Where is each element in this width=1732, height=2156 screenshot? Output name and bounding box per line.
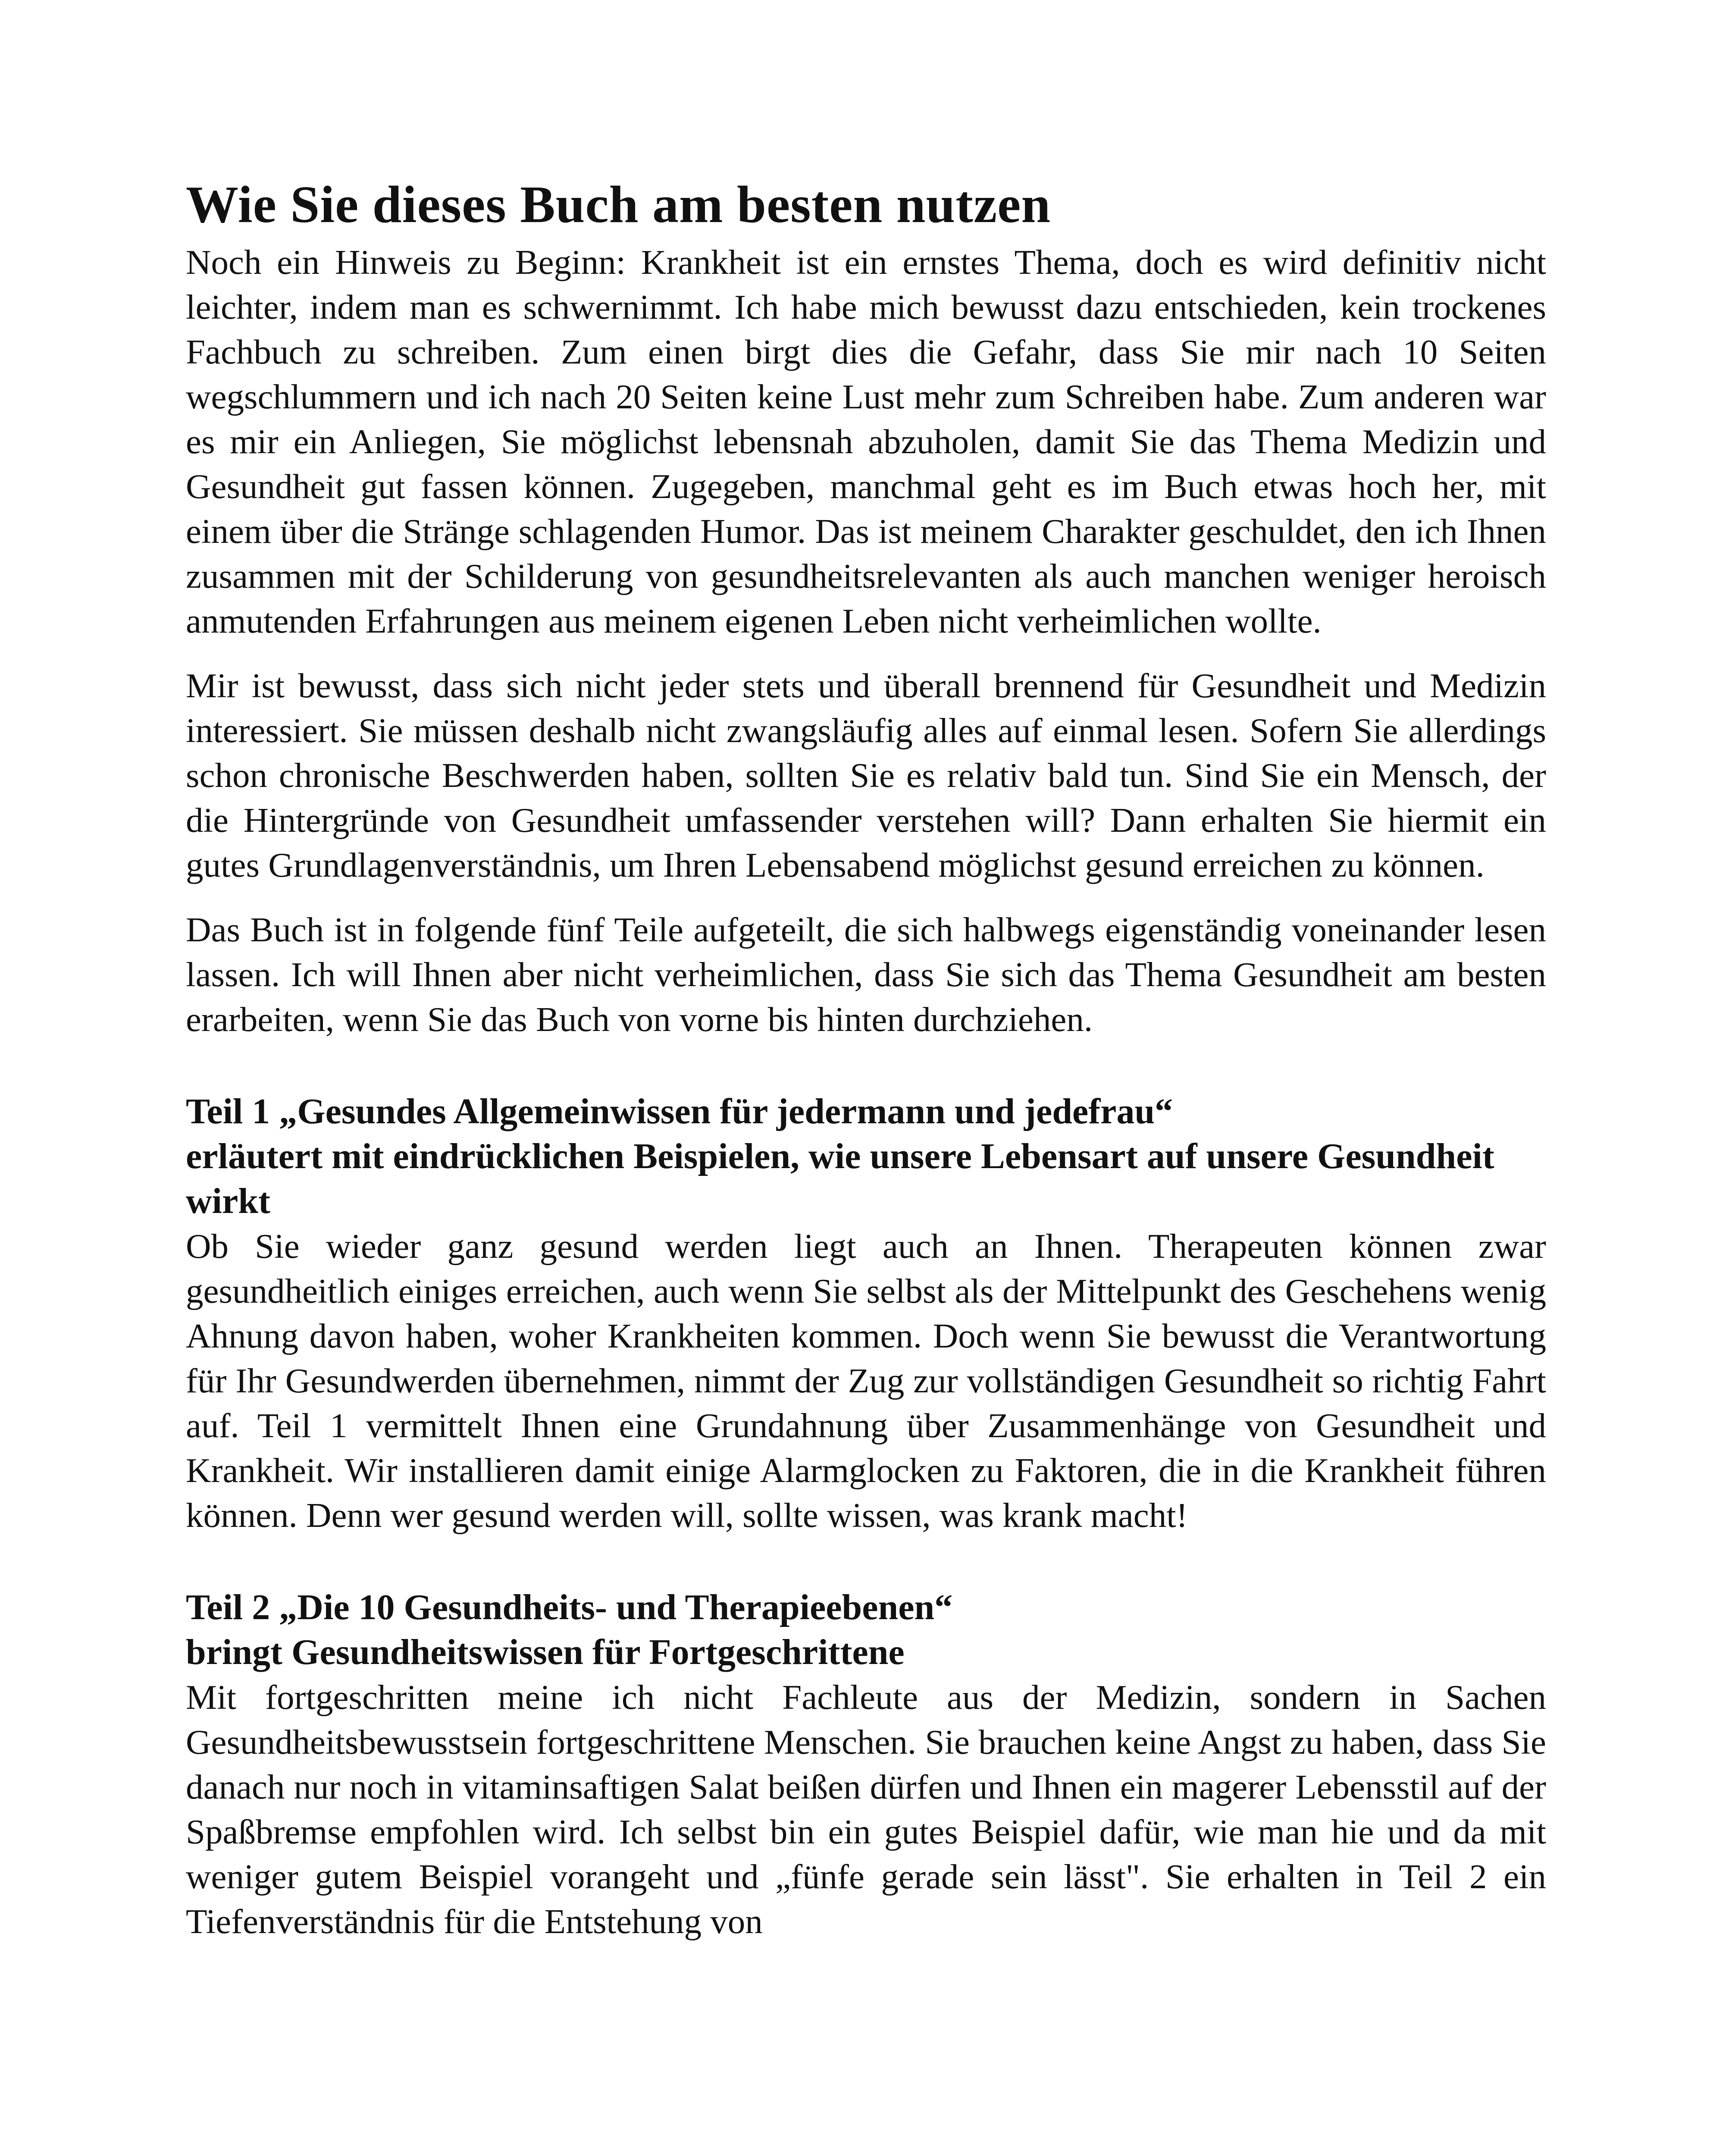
intro-paragraph-1: Noch ein Hinweis zu Beginn: Krankheit ist ein ernstes Thema, doch es wird definitiv nicht leichter, indem man es schwernimmt. Ich habe mich bewusst dazu entschieden, kein trockenes Fachbuch zu schreiben. Zum einen birgt dies die Gefahr, dass Sie mir nach 10 Seiten wegschlummern und ich nach 20 Seiten keine Lust mehr zum Schreiben habe. Zum anderen war es mir ein Anliegen, Sie möglichst lebensnah abzuholen, damit Sie das Thema Medizin und Gesundheit gut fassen können. Zugegeben, manchmal geht es im Buch etwas hoch her, mit einem über die Stränge schlagenden Humor. Das ist meinem Charakter geschuldet, den ich Ihnen zusammen mit der Schilderung von gesundheitsrelevanten als auch manchen weniger heroisch anmutenden Erfahrungen aus meinem eigenen Leben nicht verheimlichen wollte. (186, 243, 1546, 640)
section-heading-line-2: erläutert mit eindrücklichen Beispielen, wie unsere Lebensart auf unsere Gesundheit wirkt (186, 1136, 1494, 1221)
section-teil-1 (186, 1089, 1546, 1538)
intro-paragraph-3: Das Buch ist in folgende fünf Teile aufgeteilt, die sich halbwegs eigenständig voneinander lesen lassen. Ich will Ihnen aber nicht verheimlichen, dass Sie sich das Thema Gesundheit am besten erarbeiten, wenn Sie das Buch von vorne bis hinten durchziehen. (186, 910, 1546, 1039)
section-heading-line-1: Teil 1 „Gesundes Allgemeinwissen für jedermann und jedefrau“ (186, 1091, 1173, 1131)
section-body: Mit fortgeschritten meine ich nicht Fachleute aus der Medizin, sondern in Sachen Gesundheitsbewusstsein fortgeschrittene Menschen. Sie brauchen keine Angst zu haben, dass Sie danach nur noch in vitaminsaftigen Salat beißen dürfen und Ihnen ein magerer Lebensstil auf der Spaßbremse empfohlen wird. Ich selbst bin ein gutes Beispiel dafür, wie man hie und da mit weniger gutem Beispiel vorangeht und „fünfe gerade sein lässt". Sie erhalten in Teil 2 ein Tiefenverständnis für die Entstehung von (186, 1678, 1546, 1941)
section-body: Ob Sie wieder ganz gesund werden liegt auch an Ihnen. Therapeuten können zwar gesundheitlich einiges erreichen, auch wenn Sie selbst als der Mittelpunkt des Geschehens wenig Ahnung davon haben, woher Krankheiten kommen. Doch wenn Sie bewusst die Verantwortung für Ihr Gesundwerden übernehmen, nimmt der Zug zur vollständigen Gesundheit so richtig Fahrt auf. Teil 1 vermittelt Ihnen eine Grundahnung über Zusammenhänge von Gesundheit und Krankheit. Wir installieren damit einige Alarmglocken zu Faktoren, die in die Krankheit führen können. Denn wer gesund werden will, sollte wissen, was krank macht! (186, 1227, 1546, 1535)
intro-paragraph-2: Mir ist bewusst, dass sich nicht jeder stets und überall brennend für Gesundheit und Medizin interessiert. Sie müssen deshalb nicht zwangsläufig alles auf einmal lesen. Sofern Sie allerdings schon chronische Beschwerden haben, sollten Sie es relativ bald tun. Sind Sie ein Mensch, der die Hintergründe von Gesundheit umfassender verstehen will? Dann erhalten Sie hiermit ein gutes Grundlagenverständnis, um Ihren Lebensabend möglichst gesund erreichen zu können. (186, 666, 1546, 884)
chapter-heading: Wie Sie dieses Buch am besten nutzen (186, 175, 1051, 234)
section-teil-2 (186, 1585, 1546, 1944)
page-content (186, 172, 1546, 1944)
section-heading-line-2: bringt Gesundheitswissen für Fortgeschrittene (186, 1632, 905, 1672)
section-heading-line-1: Teil 2 „Die 10 Gesundheits- und Therapieebenen“ (186, 1587, 953, 1627)
